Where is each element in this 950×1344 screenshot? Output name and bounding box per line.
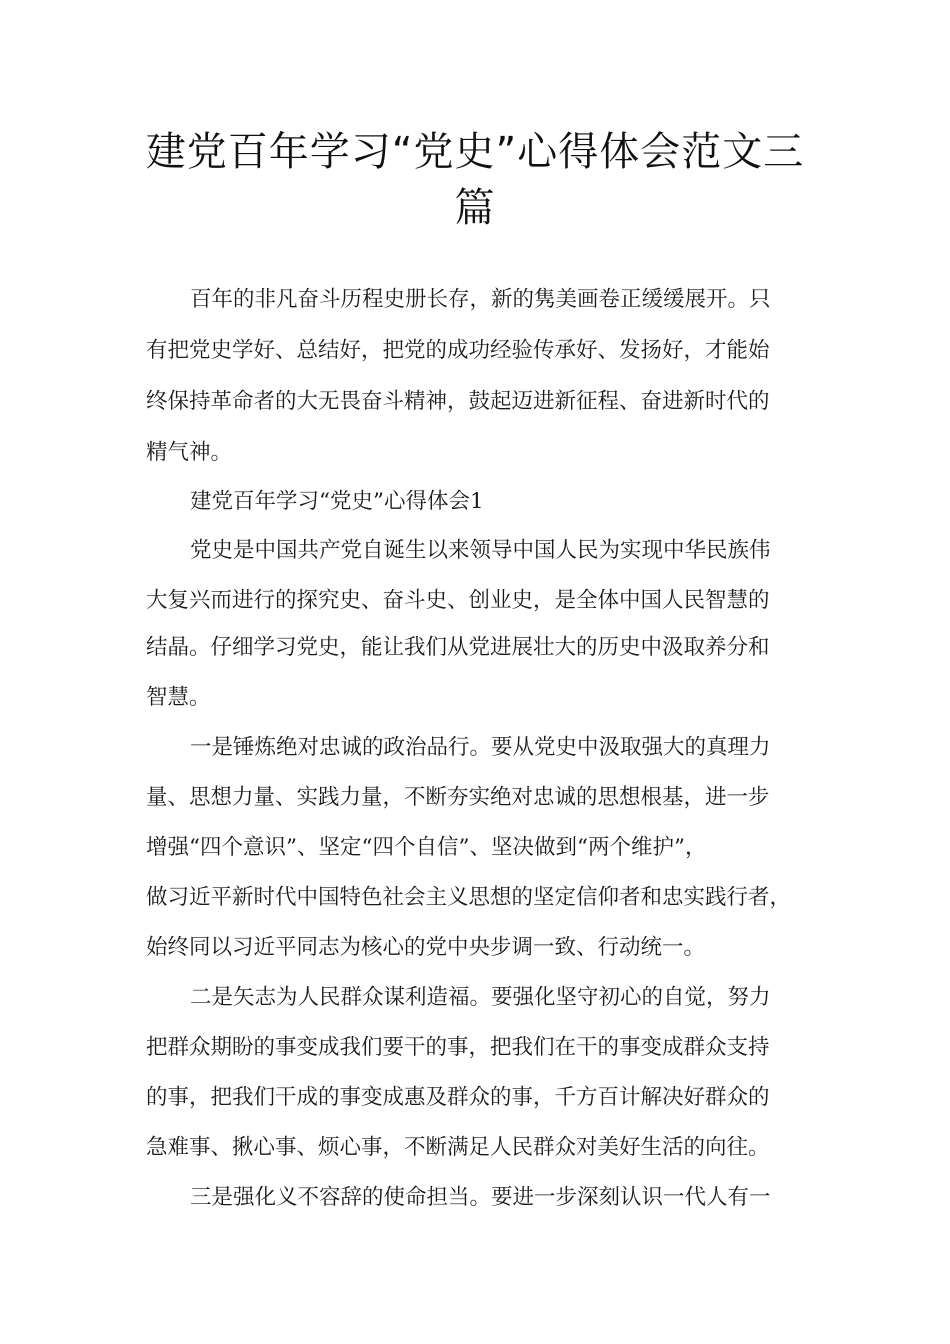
paragraph-line: 精气神。 bbox=[146, 440, 233, 465]
paragraph-line: 党史是中国共产党自诞生以来领导中国人民为实现中华民族伟 bbox=[190, 538, 771, 563]
paragraph-line: 量、思想力量、实践力量，不断夯实绝对忠诚的思想根基，进一步 bbox=[146, 785, 770, 810]
paragraph-line: 结晶。仔细学习党史，能让我们从党进展壮大的历史中汲取养分和 bbox=[146, 635, 770, 660]
paragraph-line: 二是矢志为人民群众谋利造福。要强化坚守初心的自觉，努力 bbox=[190, 985, 771, 1010]
paragraph-line: 终保持革命者的大无畏奋斗精神，鼓起迈进新征程、奋进新时代的 bbox=[146, 389, 770, 414]
paragraph-line: 把群众期盼的事变成我们要干的事，把我们在干的事变成群众支持 bbox=[146, 1035, 770, 1060]
paragraph-line: 始终同以习近平同志为核心的党中央步调一致、行动统一。 bbox=[146, 935, 706, 960]
paragraph-line: 做习近平新时代中国特色社会主义思想的坚定信仰者和忠实践行者， bbox=[146, 885, 792, 910]
paragraph-line: 的事，把我们干成的事变成惠及群众的事，千方百计解决好群众的 bbox=[146, 1085, 770, 1110]
paragraph-line: 一是锤炼绝对忠诚的政治品行。要从党史中汲取强大的真理力 bbox=[190, 735, 771, 760]
paragraph-line: 三是强化义不容辞的使命担当。要进一步深刻认识一代人有一 bbox=[190, 1185, 771, 1210]
title-line-2: 篇 bbox=[454, 185, 496, 231]
section-heading: 建党百年学习“党史”心得体会1 bbox=[190, 489, 484, 514]
paragraph-line: 有把党史学好、总结好，把党的成功经验传承好、发扬好，才能始 bbox=[146, 338, 770, 363]
paragraph-line: 增强“四个意识”、坚定“四个自信”、坚决做到“两个维护”， bbox=[146, 835, 707, 860]
document-title bbox=[100, 124, 850, 236]
paragraph-line: 百年的非凡奋斗历程史册长存，新的隽美画卷正缓缓展开。只 bbox=[190, 287, 771, 312]
title-line-1: 建党百年学习“党史”心得体会范文三 bbox=[145, 129, 805, 175]
paragraph-line: 大复兴而进行的探究史、奋斗史、创业史，是全体中国人民智慧的 bbox=[146, 588, 770, 613]
paragraph-line: 智慧。 bbox=[146, 685, 211, 710]
paragraph-line: 急难事、揪心事、烦心事，不断满足人民群众对美好生活的向往。 bbox=[146, 1135, 770, 1160]
